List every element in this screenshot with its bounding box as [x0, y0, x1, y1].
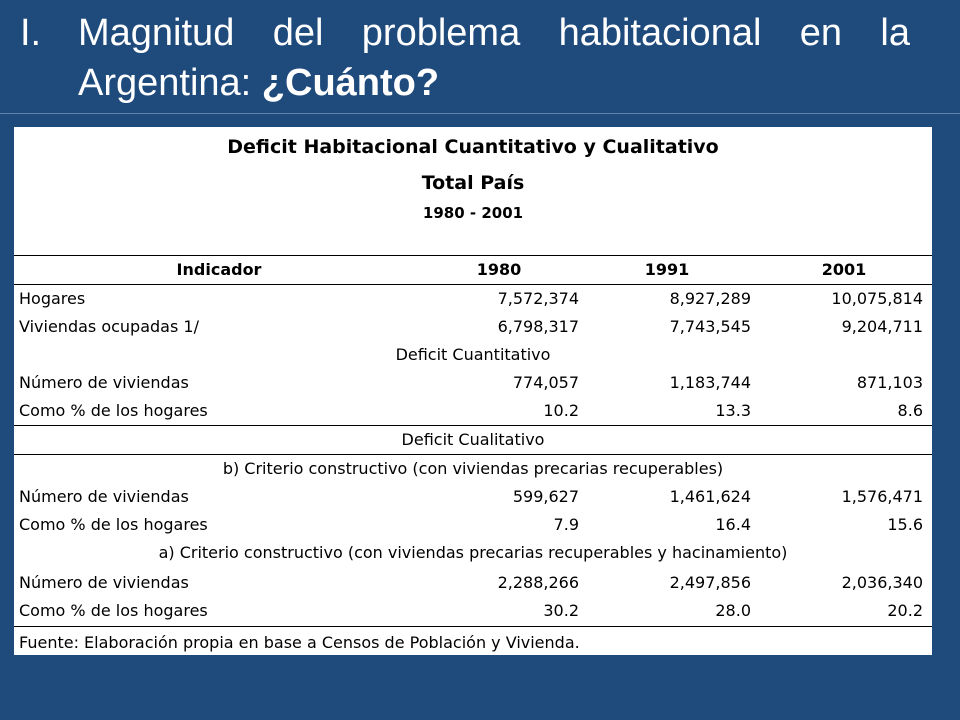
cell-2001: 20.2	[887, 601, 923, 620]
subsection-heading-b: b) Criterio constructivo (con viviendas precarias recuperables)	[222, 459, 724, 478]
slide-title	[20, 8, 910, 108]
cell-1980: 774,057	[512, 373, 579, 392]
table-row	[14, 313, 932, 341]
table-row	[14, 483, 932, 511]
title-question: ¿Cuánto?	[261, 62, 440, 104]
column-header-row	[14, 256, 932, 284]
cell-1991: 1,183,744	[669, 373, 751, 392]
title-line-1: Magnitud del problema habitacional en la	[78, 12, 910, 54]
row-label: Viviendas ocupadas 1/	[19, 317, 199, 336]
table-row	[14, 285, 932, 313]
header-1991: 1991	[644, 260, 690, 279]
header-2001: 2001	[821, 260, 867, 279]
slide-number: I.	[20, 12, 42, 54]
table-row	[14, 511, 932, 539]
table-row	[14, 569, 932, 597]
row-label: Número de viviendas	[19, 573, 189, 592]
row-label: Como % de los hogares	[19, 515, 208, 534]
cell-1980: 10.2	[543, 401, 579, 420]
header-1980: 1980	[476, 260, 522, 279]
cell-1991: 13.3	[715, 401, 751, 420]
cell-1991: 2,497,856	[669, 573, 751, 592]
cell-2001: 10,075,814	[831, 289, 923, 308]
cell-1991: 8,927,289	[669, 289, 751, 308]
section-heading-qualitative: Deficit Cualitativo	[401, 430, 545, 449]
row-label: Hogares	[19, 289, 86, 308]
table-years: 1980 - 2001	[422, 204, 524, 222]
cell-1980: 7,572,374	[497, 289, 579, 308]
title-line-2	[20, 58, 910, 108]
cell-2001: 871,103	[856, 373, 923, 392]
cell-1980: 599,627	[512, 487, 579, 506]
cell-2001: 8.6	[897, 401, 923, 420]
row-label: Número de viviendas	[19, 487, 189, 506]
table-row	[14, 597, 932, 625]
cell-1980: 30.2	[543, 601, 579, 620]
divider	[14, 626, 932, 627]
cell-1980: 2,288,266	[497, 573, 579, 592]
row-label: Como % de los hogares	[19, 401, 208, 420]
table-title: Deficit Habitacional Cuantitativo y Cualitativo	[227, 136, 719, 158]
table-subtitle: Total País	[421, 172, 525, 194]
cell-1980: 7.9	[553, 515, 579, 534]
cell-2001: 9,204,711	[841, 317, 923, 336]
cell-1991: 1,461,624	[669, 487, 751, 506]
source-note: Fuente: Elaboración propia en base a Censos de Población y Vivienda.	[19, 633, 580, 652]
cell-2001: 15.6	[887, 515, 923, 534]
subsection-heading-a: a) Criterio constructivo (con viviendas precarias recuperables y hacinamiento)	[158, 543, 788, 562]
table-row	[14, 397, 932, 425]
deficit-table	[14, 127, 932, 655]
cell-1980: 6,798,317	[497, 317, 579, 336]
title-line-2-text: Argentina:	[78, 62, 262, 104]
section-heading-quantitative: Deficit Cuantitativo	[395, 345, 551, 364]
table-row	[14, 369, 932, 397]
cell-1991: 16.4	[715, 515, 751, 534]
cell-1991: 28.0	[715, 601, 751, 620]
title-divider	[0, 113, 960, 114]
row-label: Número de viviendas	[19, 373, 189, 392]
cell-2001: 1,576,471	[841, 487, 923, 506]
cell-1991: 7,743,545	[669, 317, 751, 336]
row-label: Como % de los hogares	[19, 601, 208, 620]
cell-2001: 2,036,340	[841, 573, 923, 592]
header-indicador: Indicador	[176, 260, 262, 279]
